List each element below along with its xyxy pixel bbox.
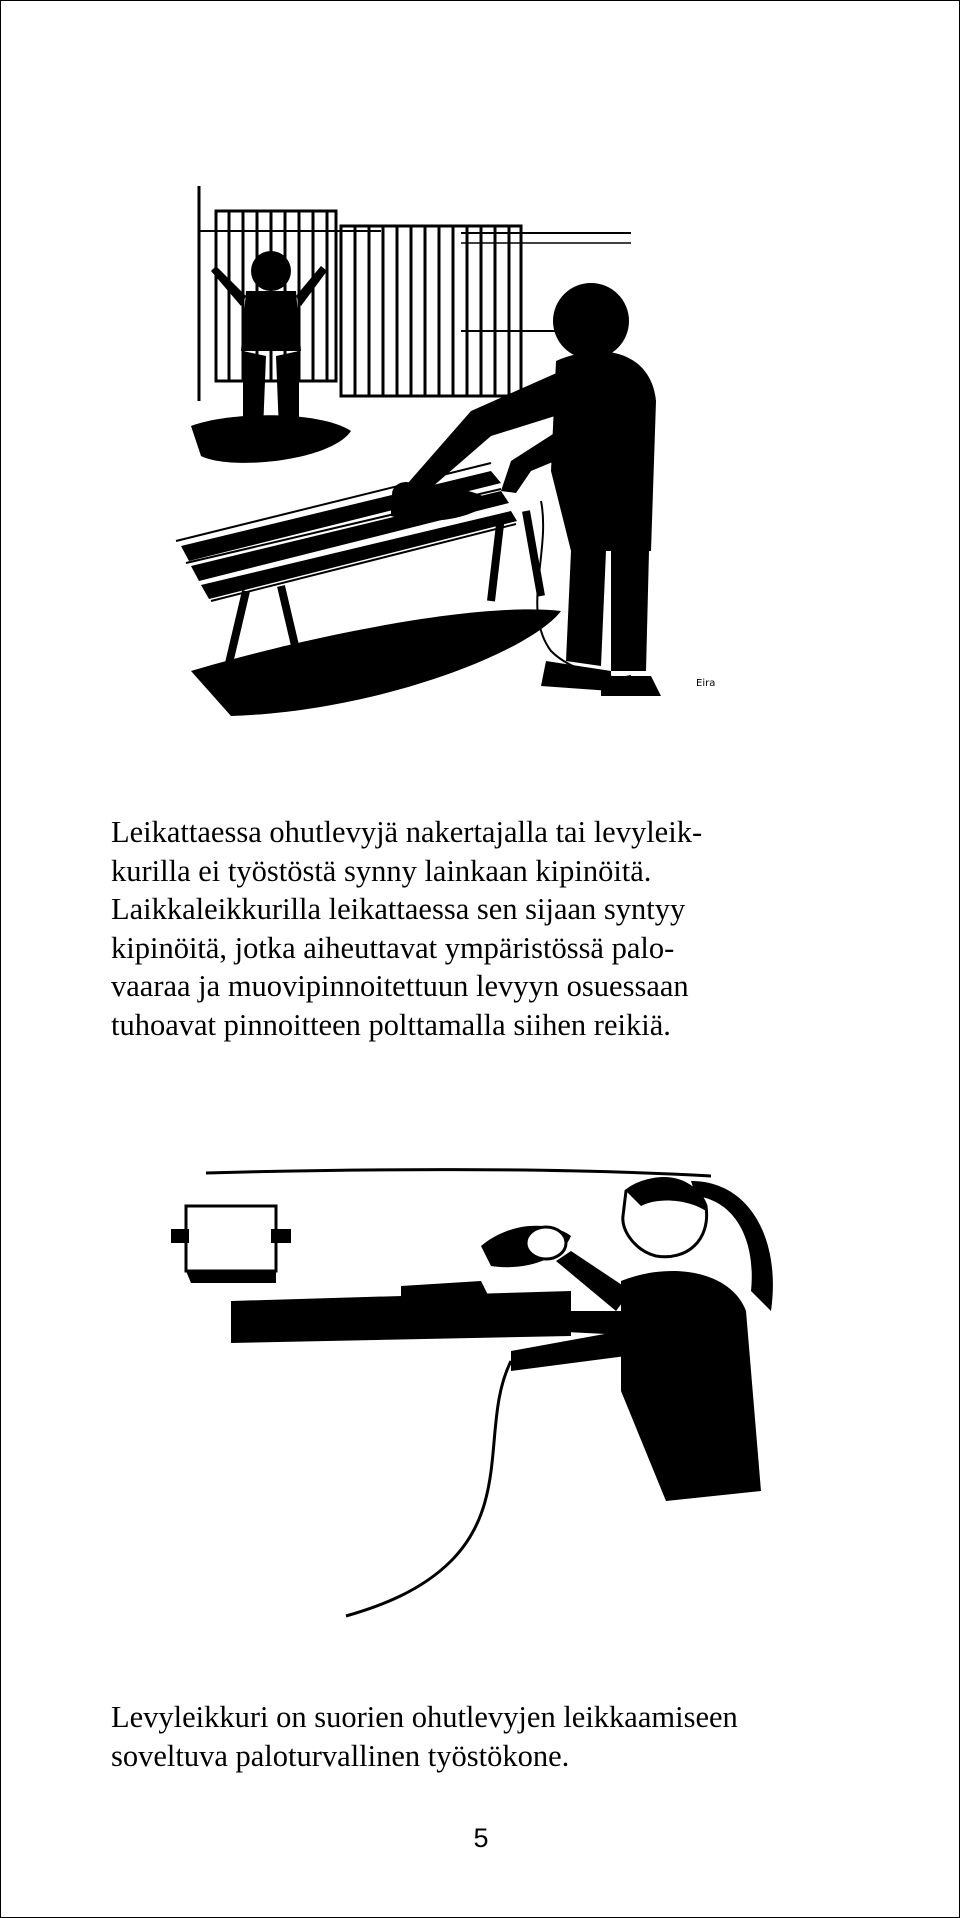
text-line: Leikattaessa ohutlevyjä nakertajalla tai levyleik- xyxy=(111,815,703,849)
worker-using-sheet-metal-shears-icon xyxy=(151,1161,791,1661)
svg-text:Eira: Eira xyxy=(696,678,716,689)
paragraph-grinder-sparks xyxy=(111,813,871,1044)
worker-cutting-sheet-metal-with-angle-grinder-icon xyxy=(171,171,781,761)
text-line: vaaraa ja muovipinnoitettuun levyyn osuessaan xyxy=(111,969,689,1003)
text-line: kipinöitä, jotka aiheuttavat ympäristössä palo- xyxy=(111,930,675,965)
page-number: 5 xyxy=(473,1823,489,1853)
shears-illustration xyxy=(151,1161,791,1661)
text-line: soveltuva paloturvallinen työstökone. xyxy=(111,1738,570,1773)
text-line: Levyleikkuri on suorien ohutlevyjen leikkaamiseen xyxy=(111,1700,738,1734)
text-line: kurilla ei työstöstä synny lainkaan kipinöitä. xyxy=(111,853,652,888)
grinder-illustration xyxy=(171,171,781,761)
svg-text:Eira: Eira xyxy=(741,1483,761,1494)
text-line: tuhoavat pinnoitteen polttamalla siihen reikiä. xyxy=(111,1007,671,1042)
paragraph-shears-safe xyxy=(111,1698,871,1775)
text-line: Laikkaleikkurilla leikattaessa sen sijaan syntyy xyxy=(111,892,686,926)
